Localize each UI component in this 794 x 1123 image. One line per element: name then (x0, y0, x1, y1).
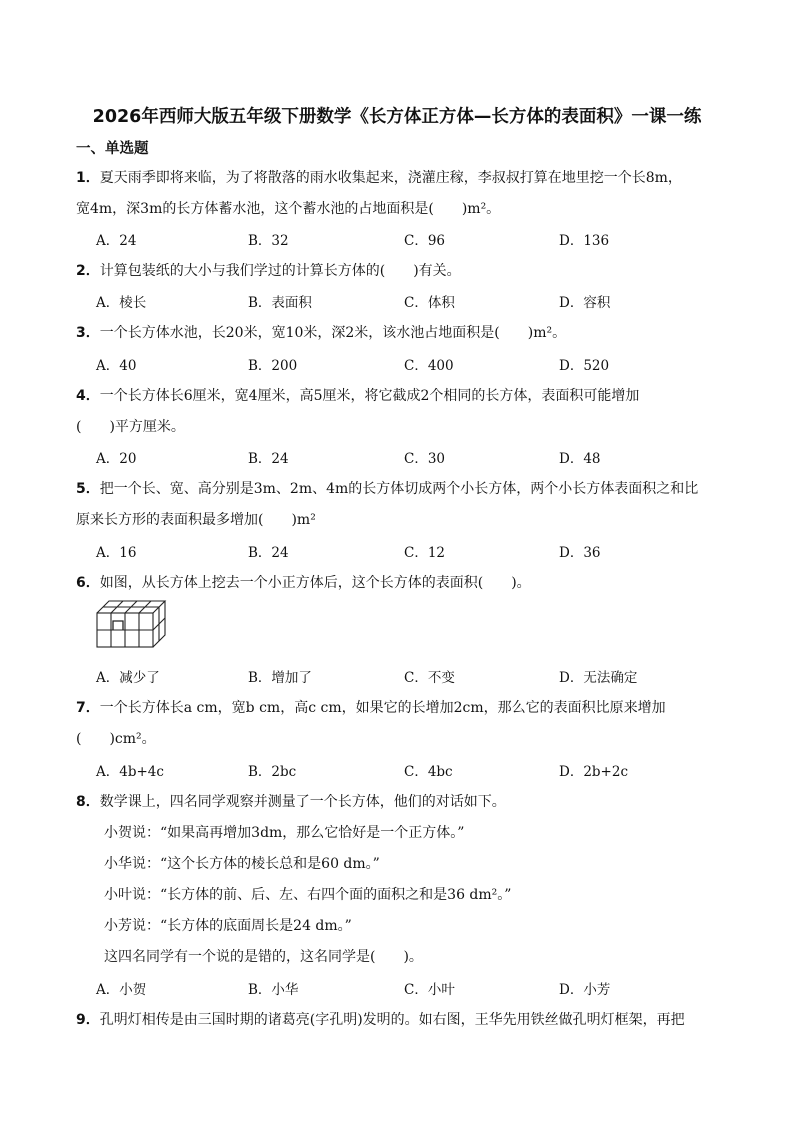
option-c[interactable]: C．体积 (404, 295, 455, 311)
option-a[interactable]: A．4b+4c (96, 764, 164, 780)
dialogue-line-xiaofang: 小芳说：“长方体的底面周长是24 dm。” (104, 918, 352, 934)
question-number: 9． (76, 1012, 100, 1028)
question-text-continued: ( )cm²。 (76, 731, 156, 747)
option-c[interactable]: C．不变 (404, 670, 455, 686)
dialogue-line-xiaoye: 小叶说：“长方体的前、后、左、右四个面的面积之和是36 dm²。” (104, 887, 512, 903)
question-9 (76, 1009, 685, 1029)
options-row (96, 978, 736, 998)
question-number: 1． (76, 170, 100, 186)
question-text: 数学课上，四名同学观察并测量了一个长方体，他们的对话如下。 (99, 794, 506, 810)
question-text: 夏天雨季即将来临，为了将散落的雨水收集起来，浇灌庄稼，李叔叔打算在地里挖一个长8m， (99, 170, 682, 186)
question-prompt: 这四名同学有一个说的是错的，这名同学是( )。 (104, 949, 423, 965)
section-heading: 一、单选题 (76, 141, 149, 157)
question-4 (76, 385, 639, 405)
cuboid-figure (96, 600, 168, 650)
option-c[interactable]: C．400 (404, 358, 454, 374)
dialogue-line-xiaohua: 小华说：“这个长方体的棱长总和是60 dm。” (104, 856, 380, 872)
option-a[interactable]: A．减少了 (96, 670, 160, 686)
option-c[interactable]: C．12 (404, 545, 446, 561)
question-text: 把一个长、宽、高分别是3m、2m、4m的长方体切成两个小长方体，两个小长方体表面积之和比 (99, 481, 699, 497)
option-d[interactable]: D．48 (559, 451, 601, 467)
option-d[interactable]: D．36 (559, 545, 601, 561)
question-number: 2． (76, 263, 100, 279)
question-1 (76, 167, 682, 187)
question-3 (76, 322, 566, 342)
option-b[interactable]: B．200 (248, 358, 298, 374)
option-a[interactable]: A．16 (96, 545, 137, 561)
question-text: 计算包装纸的大小与我们学过的计算长方体的( )有关。 (99, 263, 461, 279)
question-2 (76, 260, 461, 280)
option-b[interactable]: B．增加了 (248, 670, 312, 686)
option-b[interactable]: B．24 (248, 545, 289, 561)
option-d[interactable]: D．容积 (559, 295, 611, 311)
question-text: 一个长方体长6厘米，宽4厘米，高5厘米，将它截成2个相同的长方体，表面积可能增加 (99, 388, 640, 404)
option-b[interactable]: B．小华 (248, 982, 299, 998)
option-c[interactable]: C．96 (404, 233, 446, 249)
dialogue-line-xiaohe: 小贺说：“如果高再增加3dm，那么它恰好是一个正方体。” (104, 825, 465, 841)
page-title: 2026年西师大版五年级下册数学《长方体正方体—长方体的表面积》一课一练 (92, 107, 702, 127)
question-text: 一个长方体长a cm，宽b cm，高c cm，如果它的长增加2cm，那么它的表面积比原来增加 (99, 700, 666, 716)
question-text: 如图，从长方体上挖去一个小正方体后，这个长方体的表面积( )。 (99, 575, 531, 591)
question-number: 4． (76, 388, 100, 404)
options-row (96, 354, 736, 374)
option-a[interactable]: A．小贺 (96, 982, 147, 998)
question-text: 孔明灯相传是由三国时期的诸葛亮(字孔明)发明的。如右图，王华先用铁丝做孔明灯框架，再把 (99, 1012, 685, 1028)
option-a[interactable]: A．20 (96, 451, 137, 467)
question-7 (76, 697, 666, 717)
question-text-continued: 原来长方形的表面积最多增加( )m² (76, 512, 316, 528)
options-row (96, 760, 736, 780)
option-d[interactable]: D．小芳 (559, 982, 611, 998)
option-d[interactable]: D．520 (559, 358, 610, 374)
question-text-continued: 宽4m，深3m的长方体蓄水池，这个蓄水池的占地面积是( )m²。 (76, 201, 501, 217)
options-row (96, 229, 736, 249)
question-6 (76, 572, 531, 592)
option-d[interactable]: D．2b+2c (559, 764, 629, 780)
question-number: 8． (76, 794, 100, 810)
question-5 (76, 478, 698, 498)
options-row (96, 447, 736, 467)
question-number: 5． (76, 481, 100, 497)
option-b[interactable]: B．24 (248, 451, 289, 467)
option-b[interactable]: B．2bc (248, 764, 297, 780)
options-row (96, 291, 736, 311)
question-number: 7． (76, 700, 100, 716)
question-8 (76, 791, 506, 811)
option-d[interactable]: D．136 (559, 233, 610, 249)
question-number: 6． (76, 575, 100, 591)
option-a[interactable]: A．棱长 (96, 295, 147, 311)
option-b[interactable]: B．32 (248, 233, 289, 249)
options-row (96, 541, 736, 561)
option-b[interactable]: B．表面积 (248, 295, 312, 311)
question-text: 一个长方体水池，长20米，宽10米，深2米，该水池占地面积是( )m²。 (99, 325, 567, 341)
option-a[interactable]: A．24 (96, 233, 137, 249)
question-text-continued: ( )平方厘米。 (76, 419, 185, 435)
option-c[interactable]: C．30 (404, 451, 446, 467)
option-d[interactable]: D．无法确定 (559, 670, 638, 686)
option-c[interactable]: C．4bc (404, 764, 453, 780)
option-a[interactable]: A．40 (96, 358, 137, 374)
option-c[interactable]: C．小叶 (404, 982, 455, 998)
question-number: 3． (76, 325, 100, 341)
options-row (96, 666, 736, 686)
